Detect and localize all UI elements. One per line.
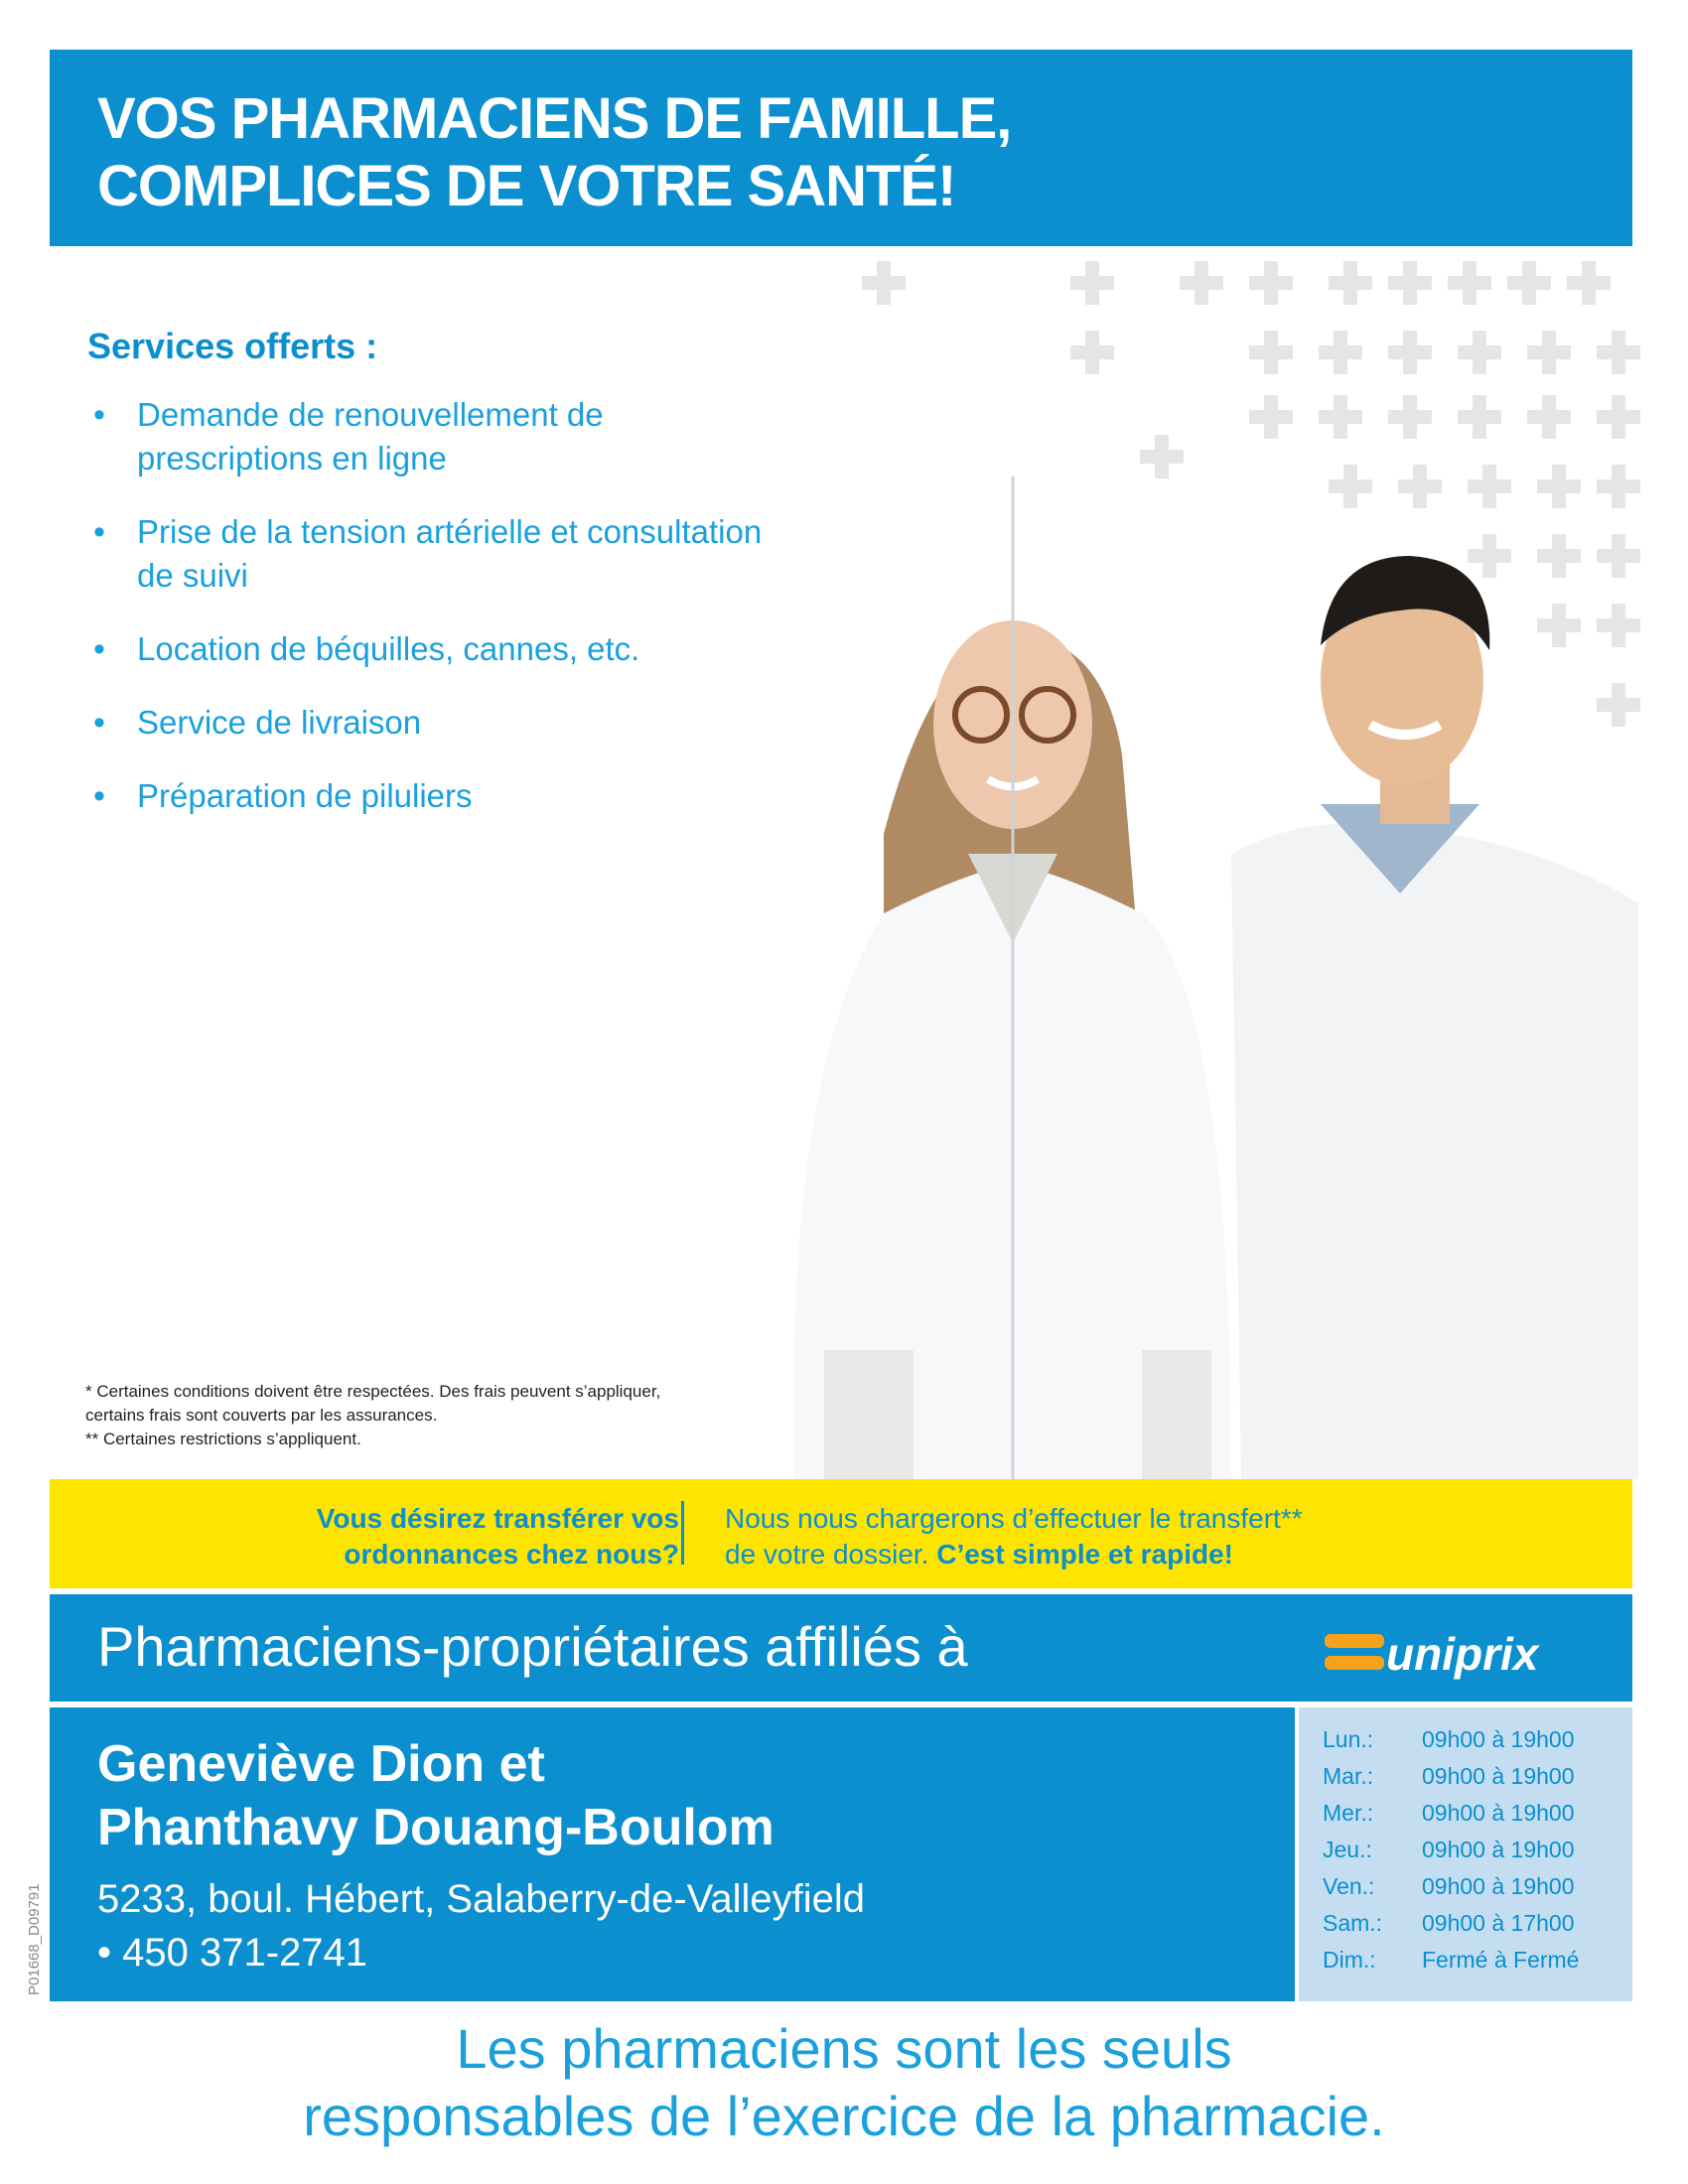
- plus-icon: [1542, 395, 1556, 439]
- plus-icon: [877, 261, 891, 305]
- headline: [97, 85, 1011, 220]
- service-item: • Service de livraison: [87, 701, 763, 745]
- hours-row: Lun.: 09h00 à 19h00: [1323, 1726, 1575, 1752]
- opening-hours: [1299, 1707, 1632, 2001]
- bullet-icon: •: [93, 704, 105, 742]
- transfer-question: Vous désirez transférer vos ordonnances chez nous?: [316, 1503, 679, 1570]
- hours-row: Mar.: 09h00 à 19h00: [1323, 1763, 1575, 1789]
- owner-name-1: Geneviève Dion et: [97, 1735, 545, 1793]
- hours-row: Jeu.: 09h00 à 19h00: [1323, 1837, 1575, 1862]
- plus-icon: [1463, 261, 1477, 305]
- footnotes: [85, 1380, 721, 1451]
- plus-icon: [1542, 331, 1556, 374]
- plus-icon: [1155, 435, 1169, 478]
- footer-disclaimer: Les pharmaciens sont les seuls responsables de l’exercice de la pharmacie.: [303, 2017, 1385, 2147]
- divider: [681, 1501, 684, 1565]
- address: 5233, boul. Hébert, Salaberry-de-Valleyfield: [97, 1877, 866, 1921]
- owners-block: [50, 1707, 1295, 2001]
- phone: • 450 371-2741: [97, 1931, 368, 1975]
- bullet-icon: •: [93, 396, 105, 434]
- transfer-answer: Nous nous chargerons d’effectuer le transfert** de votre dossier. C’est simple et rapide!: [725, 1503, 1303, 1570]
- footnote-2: ** Certaines restrictions s’appliquent.: [85, 1430, 361, 1448]
- plus-icon: [1612, 331, 1625, 374]
- hours-row: Mer.: 09h00 à 19h00: [1323, 1800, 1575, 1826]
- bullet-icon: •: [93, 630, 105, 668]
- hours-table: [1323, 1721, 1579, 1979]
- hours-row: Dim.: Fermé à Fermé: [1323, 1947, 1580, 1973]
- bullet-icon: •: [93, 777, 105, 815]
- headline-line-2: COMPLICES DE VOTRE SANTÉ!: [97, 154, 956, 218]
- document-code: P01668_D09791: [26, 1883, 43, 1995]
- header-banner: [50, 50, 1632, 246]
- plus-icon: [1473, 331, 1486, 374]
- plus-icon: [1612, 395, 1625, 439]
- service-item: • Prise de la tension artérielle et consultation de suivi: [87, 510, 763, 598]
- hours-row: Sam.: 09h00 à 17h00: [1323, 1910, 1575, 1936]
- services-list: [87, 393, 763, 848]
- transfer-banner: [50, 1479, 1632, 1588]
- plus-icon: [1582, 261, 1596, 305]
- affiliation-bar: [50, 1594, 1632, 1702]
- plus-icon: [1195, 261, 1208, 305]
- service-item: • Demande de renouvellement de prescriptions en ligne: [87, 393, 763, 480]
- services-title: Services offerts :: [87, 326, 378, 366]
- plus-icon: [1473, 395, 1486, 439]
- plus-icon: [1343, 261, 1357, 305]
- plus-icon: [1085, 261, 1099, 305]
- hours-row: Ven.: 09h00 à 19h00: [1323, 1873, 1575, 1899]
- plus-icon: [1334, 331, 1347, 374]
- plus-icon: [1264, 331, 1278, 374]
- plus-icon: [1403, 261, 1417, 305]
- pharmacists-photo: [765, 477, 1638, 1479]
- owner-name-2: Phanthavy Douang-Boulom: [97, 1799, 774, 1856]
- plus-icon: [1085, 331, 1099, 374]
- plus-icon: [1264, 395, 1278, 439]
- footnote-1: * Certaines conditions doivent être respectées. Des frais peuvent s’appliquer, certains frais sont couverts par les assurances.: [85, 1382, 661, 1425]
- headline-line-1: VOS PHARMACIENS DE FAMILLE,: [97, 86, 1012, 151]
- plus-icon: [1264, 261, 1278, 305]
- plus-icon: [1334, 395, 1347, 439]
- plus-icon: [1522, 261, 1536, 305]
- service-item: • Préparation de piluliers: [87, 774, 763, 818]
- bullet-icon: •: [93, 513, 105, 551]
- affiliation-text: Pharmaciens-propriétaires affiliés à: [97, 1615, 968, 1678]
- svg-text:uniprix: uniprix: [1386, 1628, 1539, 1680]
- plus-icon: [1403, 331, 1417, 374]
- plus-icon: [1403, 395, 1417, 439]
- service-item: • Location de béquilles, cannes, etc.: [87, 627, 763, 671]
- pharmacist-woman: [793, 477, 1231, 1479]
- uniprix-logo: [1325, 1626, 1603, 1682]
- pharmacist-man: [1231, 556, 1638, 1479]
